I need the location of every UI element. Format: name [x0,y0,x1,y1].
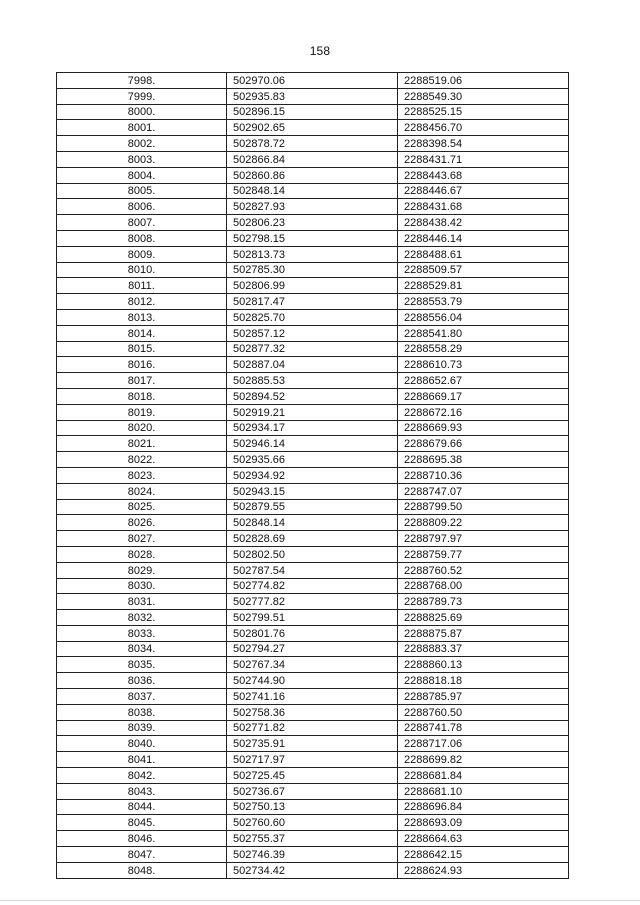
point-number-cell: 8017. [57,373,227,389]
point-number-cell: 8045. [57,815,227,831]
northing-cell: 2288789.73 [398,594,569,610]
point-number-cell: 8037. [57,689,227,705]
northing-cell: 2288696.84 [398,799,569,815]
northing-cell: 2288669.93 [398,420,569,436]
point-number-cell: 8001. [57,120,227,136]
easting-cell: 502750.13 [227,799,398,815]
point-number-cell: 8034. [57,641,227,657]
table-row [57,325,569,341]
easting-cell: 502806.99 [227,278,398,294]
northing-cell: 2288681.10 [398,783,569,799]
table-row [57,783,569,799]
easting-cell: 502894.52 [227,388,398,404]
point-number-cell: 8003. [57,151,227,167]
coordinate-table-body [57,73,569,879]
easting-cell: 502798.15 [227,230,398,246]
easting-cell: 502785.30 [227,262,398,278]
northing-cell: 2288525.15 [398,104,569,120]
easting-cell: 502777.82 [227,594,398,610]
point-number-cell: 8047. [57,847,227,863]
northing-cell: 2288509.57 [398,262,569,278]
table-row [57,199,569,215]
table-row [57,73,569,89]
northing-cell: 2288883.37 [398,641,569,657]
point-number-cell: 8015. [57,341,227,357]
northing-cell: 2288446.14 [398,230,569,246]
point-number-cell: 8043. [57,783,227,799]
northing-cell: 2288529.81 [398,278,569,294]
easting-cell: 502760.60 [227,815,398,831]
easting-cell: 502736.67 [227,783,398,799]
easting-cell: 502902.65 [227,120,398,136]
point-number-cell: 8013. [57,309,227,325]
table-row [57,246,569,262]
point-number-cell: 8048. [57,862,227,878]
northing-cell: 2288488.61 [398,246,569,262]
easting-cell: 502970.06 [227,73,398,89]
point-number-cell: 8044. [57,799,227,815]
table-row [57,420,569,436]
northing-cell: 2288558.29 [398,341,569,357]
easting-cell: 502746.39 [227,847,398,863]
northing-cell: 2288825.69 [398,610,569,626]
table-row [57,657,569,673]
point-number-cell: 8038. [57,704,227,720]
point-number-cell: 8030. [57,578,227,594]
northing-cell: 2288875.87 [398,625,569,641]
easting-cell: 502887.04 [227,357,398,373]
point-number-cell: 8008. [57,230,227,246]
northing-cell: 2288785.97 [398,689,569,705]
easting-cell: 502734.42 [227,862,398,878]
table-row [57,578,569,594]
easting-cell: 502935.66 [227,452,398,468]
point-number-cell: 8014. [57,325,227,341]
point-number-cell: 8042. [57,768,227,784]
table-row [57,736,569,752]
easting-cell: 502717.97 [227,752,398,768]
point-number-cell: 8041. [57,752,227,768]
easting-cell: 502794.27 [227,641,398,657]
point-number-cell: 8026. [57,515,227,531]
easting-cell: 502767.34 [227,657,398,673]
point-number-cell: 8019. [57,404,227,420]
table-row [57,357,569,373]
table-row [57,594,569,610]
easting-cell: 502896.15 [227,104,398,120]
easting-cell: 502758.36 [227,704,398,720]
northing-cell: 2288443.68 [398,167,569,183]
table-row [57,404,569,420]
northing-cell: 2288693.09 [398,815,569,831]
northing-cell: 2288541.80 [398,325,569,341]
table-row [57,625,569,641]
table-row [57,562,569,578]
table-row [57,467,569,483]
table-row [57,452,569,468]
table-row [57,499,569,515]
northing-cell: 2288710.36 [398,467,569,483]
table-row [57,136,569,152]
point-number-cell: 8005. [57,183,227,199]
point-number-cell: 8035. [57,657,227,673]
easting-cell: 502817.47 [227,294,398,310]
table-row [57,531,569,547]
easting-cell: 502866.84 [227,151,398,167]
easting-cell: 502946.14 [227,436,398,452]
point-number-cell: 8016. [57,357,227,373]
point-number-cell: 8020. [57,420,227,436]
page-number: 158 [309,44,331,58]
table-row [57,262,569,278]
table-row [57,862,569,878]
table-row [57,309,569,325]
table-row [57,373,569,389]
northing-cell: 2288642.15 [398,847,569,863]
page-bottom-edge [0,900,640,901]
table-row [57,104,569,120]
point-number-cell: 8028. [57,546,227,562]
northing-cell: 2288759.77 [398,546,569,562]
easting-cell: 502828.69 [227,531,398,547]
northing-cell: 2288431.68 [398,199,569,215]
easting-cell: 502771.82 [227,720,398,736]
easting-cell: 502934.17 [227,420,398,436]
point-number-cell: 8033. [57,625,227,641]
easting-cell: 502801.76 [227,625,398,641]
table-row [57,341,569,357]
easting-cell: 502774.82 [227,578,398,594]
northing-cell: 2288652.67 [398,373,569,389]
easting-cell: 502860.86 [227,167,398,183]
easting-cell: 502848.14 [227,183,398,199]
northing-cell: 2288797.97 [398,531,569,547]
table-row [57,831,569,847]
easting-cell: 502885.53 [227,373,398,389]
table-row [57,167,569,183]
northing-cell: 2288818.18 [398,673,569,689]
easting-cell: 502806.23 [227,215,398,231]
coordinate-table [56,72,569,879]
northing-cell: 2288610.73 [398,357,569,373]
easting-cell: 502802.50 [227,546,398,562]
point-number-cell: 8040. [57,736,227,752]
easting-cell: 502755.37 [227,831,398,847]
northing-cell: 2288438.42 [398,215,569,231]
point-number-cell: 8010. [57,262,227,278]
table-row [57,641,569,657]
point-number-cell: 8000. [57,104,227,120]
northing-cell: 2288699.82 [398,752,569,768]
point-number-cell: 8032. [57,610,227,626]
northing-cell: 2288446.67 [398,183,569,199]
northing-cell: 2288519.06 [398,73,569,89]
point-number-cell: 8046. [57,831,227,847]
table-row [57,720,569,736]
northing-cell: 2288760.50 [398,704,569,720]
table-row [57,183,569,199]
easting-cell: 502857.12 [227,325,398,341]
table-row [57,483,569,499]
northing-cell: 2288717.06 [398,736,569,752]
point-number-cell: 8006. [57,199,227,215]
easting-cell: 502827.93 [227,199,398,215]
easting-cell: 502741.16 [227,689,398,705]
table-row [57,673,569,689]
easting-cell: 502943.15 [227,483,398,499]
easting-cell: 502799.51 [227,610,398,626]
northing-cell: 2288549.30 [398,88,569,104]
table-row [57,768,569,784]
table-row [57,88,569,104]
table-row [57,815,569,831]
point-number-cell: 8022. [57,452,227,468]
table-row [57,151,569,167]
northing-cell: 2288664.63 [398,831,569,847]
point-number-cell: 7999. [57,88,227,104]
table-row [57,278,569,294]
table-row [57,294,569,310]
easting-cell: 502919.21 [227,404,398,420]
point-number-cell: 8018. [57,388,227,404]
point-number-cell: 8012. [57,294,227,310]
point-number-cell: 8039. [57,720,227,736]
table-row [57,799,569,815]
easting-cell: 502735.91 [227,736,398,752]
northing-cell: 2288860.13 [398,657,569,673]
northing-cell: 2288553.79 [398,294,569,310]
northing-cell: 2288695.38 [398,452,569,468]
easting-cell: 502935.83 [227,88,398,104]
northing-cell: 2288556.04 [398,309,569,325]
table-row [57,689,569,705]
easting-cell: 502877.32 [227,341,398,357]
easting-cell: 502825.70 [227,309,398,325]
northing-cell: 2288741.78 [398,720,569,736]
table-row [57,215,569,231]
table-row [57,120,569,136]
northing-cell: 2288456.70 [398,120,569,136]
point-number-cell: 8009. [57,246,227,262]
easting-cell: 502725.45 [227,768,398,784]
point-number-cell: 8004. [57,167,227,183]
point-number-cell: 8025. [57,499,227,515]
northing-cell: 2288669.17 [398,388,569,404]
table-row [57,847,569,863]
northing-cell: 2288679.66 [398,436,569,452]
table-row [57,515,569,531]
table-row [57,436,569,452]
northing-cell: 2288398.54 [398,136,569,152]
northing-cell: 2288747.07 [398,483,569,499]
table-row [57,546,569,562]
point-number-cell: 8036. [57,673,227,689]
table-row [57,610,569,626]
point-number-cell: 7998. [57,73,227,89]
easting-cell: 502848.14 [227,515,398,531]
northing-cell: 2288809.22 [398,515,569,531]
easting-cell: 502878.72 [227,136,398,152]
table-row [57,704,569,720]
point-number-cell: 8011. [57,278,227,294]
easting-cell: 502787.54 [227,562,398,578]
northing-cell: 2288760.52 [398,562,569,578]
easting-cell: 502879.55 [227,499,398,515]
table-row [57,752,569,768]
northing-cell: 2288681.84 [398,768,569,784]
point-number-cell: 8027. [57,531,227,547]
point-number-cell: 8021. [57,436,227,452]
northing-cell: 2288768.00 [398,578,569,594]
northing-cell: 2288624.93 [398,862,569,878]
point-number-cell: 8007. [57,215,227,231]
point-number-cell: 8023. [57,467,227,483]
northing-cell: 2288672.16 [398,404,569,420]
point-number-cell: 8024. [57,483,227,499]
easting-cell: 502934.92 [227,467,398,483]
easting-cell: 502813.73 [227,246,398,262]
table-row [57,388,569,404]
table-row [57,230,569,246]
northing-cell: 2288799.50 [398,499,569,515]
easting-cell: 502744.90 [227,673,398,689]
point-number-cell: 8029. [57,562,227,578]
northing-cell: 2288431.71 [398,151,569,167]
point-number-cell: 8031. [57,594,227,610]
point-number-cell: 8002. [57,136,227,152]
